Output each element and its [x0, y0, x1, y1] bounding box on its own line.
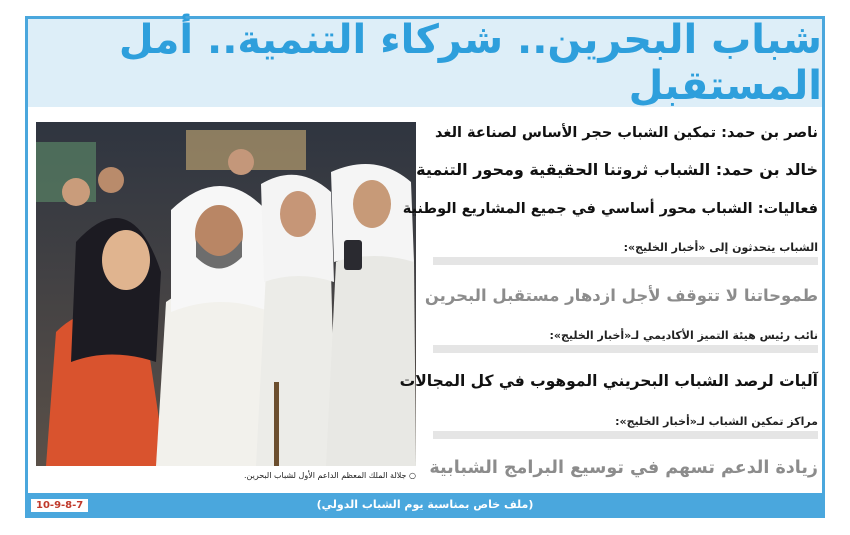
- cover-photo: [36, 122, 416, 466]
- footer-label: (ملف خاص بمناسبة يوم الشباب الدولي): [316, 497, 534, 511]
- headline-4: طموحاتنا لا تتوقف لأجل ازدهار مستقبل البحرين: [424, 286, 818, 305]
- headline-2: خالد بن حمد: الشباب ثروتنا الحقيقية ومحور التنمية: [416, 160, 818, 179]
- kicker-3: مراكز تمكين الشباب لـ«أخبار الخليج»:: [433, 415, 818, 439]
- headline-1: ناصر بن حمد: تمكين الشباب حجر الأساس لصناعة الغد: [435, 125, 818, 141]
- page-title: شباب البحرين.. شركاء التنمية.. أمل المستقبل: [118, 17, 822, 109]
- headline-5: آليات لرصد الشباب البحريني الموهوب في كل المجالات: [399, 372, 818, 390]
- page-numbers: 10-9-8-7: [31, 499, 88, 512]
- photo-caption: ○ جلالة الملك المعظم الداعم الأول لشباب البحرين.: [243, 471, 416, 480]
- kicker-2: نائب رئيس هيئة التميز الأكاديمي لـ«أخبار الخليج»:: [433, 329, 818, 353]
- page-frame: [25, 16, 825, 518]
- footer-bar: [28, 493, 822, 515]
- kicker-1: الشباب يتحدثون إلى «أخبار الخليج»:: [433, 241, 818, 265]
- headline-6: زيادة الدعم تسهم في توسيع البرامج الشبابية: [429, 458, 818, 478]
- headline-3: فعاليات: الشباب محور أساسي في جميع المشاريع الوطنية: [402, 201, 818, 217]
- title-banner: [28, 19, 822, 107]
- cover-photo-illustration: [36, 122, 416, 466]
